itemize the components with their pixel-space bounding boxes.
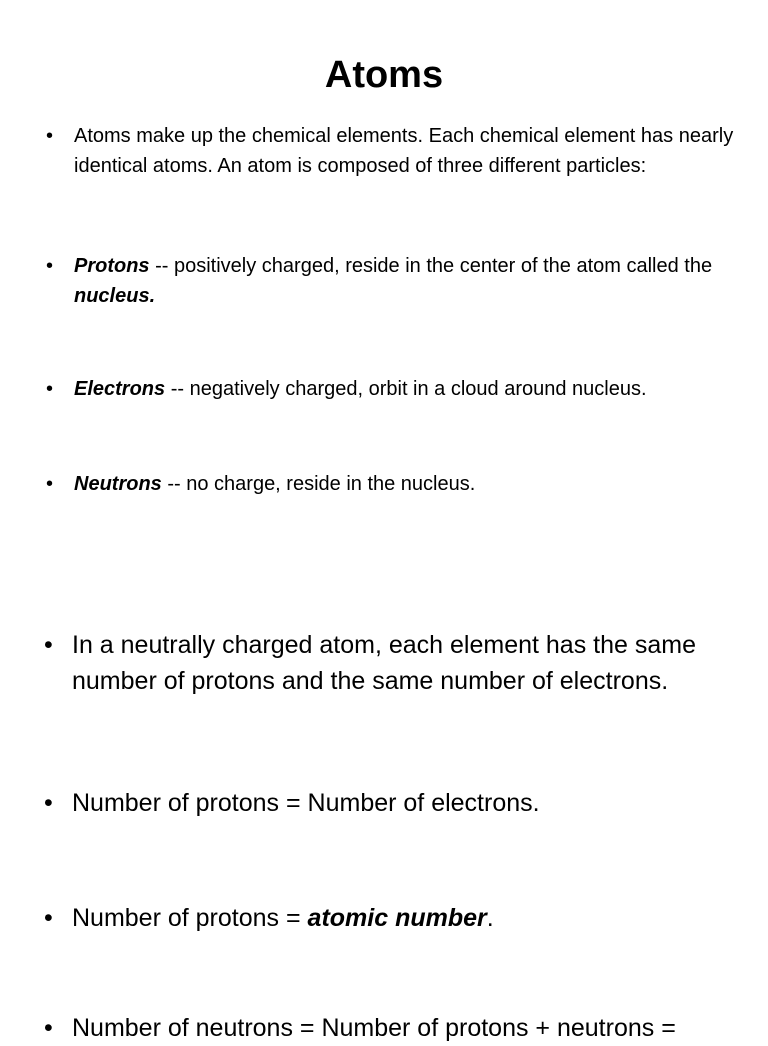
bullet-text [74, 251, 746, 311]
bullet-text: Number of protons = Number of electrons. [72, 789, 540, 817]
term-electrons: Electrons [74, 378, 166, 400]
bullet-text: In a neutrally charged atom, each element has the same number of protons and the same number of electrons. [72, 631, 696, 695]
bullet-dot: • [44, 1014, 53, 1042]
term-neutrons: Neutrons [74, 473, 162, 495]
term-atomic-number: atomic number [307, 904, 487, 932]
bullet-text [72, 900, 732, 936]
bullet-text [74, 469, 734, 499]
slide-title: Atoms [324, 54, 444, 96]
atomic-number-end: . [486, 904, 494, 932]
neutrons-description: -- no charge, reside in the nucleus. [161, 473, 476, 495]
atomic-number-lead: Number of protons = [72, 904, 308, 932]
term-protons: Protons [74, 255, 150, 277]
bullet-dot: • [46, 473, 54, 495]
bullet-dot: • [46, 125, 54, 147]
bullet-text: Number of neutrons = Number of protons + neutrons = [72, 1014, 676, 1042]
bullet-text: Atoms make up the chemical elements. Each chemical element has nearly identical atoms. An atom is composed of three different particles: [74, 125, 734, 177]
bullet-dot: • [44, 789, 53, 817]
bullet-dot: • [44, 631, 53, 659]
bullet-dot: • [46, 255, 54, 277]
term-nucleus: nucleus. [74, 285, 156, 307]
protons-description: -- positively charged, reside in the center of the atom called the [149, 255, 713, 277]
bullet-dot: • [44, 904, 53, 932]
bullet-text [74, 374, 768, 404]
electrons-description: -- negatively charged, orbit in a cloud around nucleus. [165, 378, 647, 400]
bullet-dot: • [46, 378, 54, 400]
